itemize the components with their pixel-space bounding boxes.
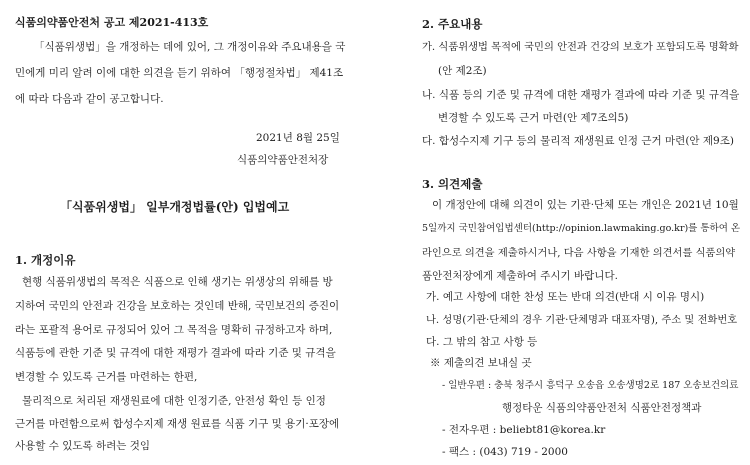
section3-line: ※ 제출의견 보내실 곳 — [430, 357, 532, 369]
section2-heading: 2. 주요내용 — [422, 17, 483, 31]
section3-heading: 3. 의견제출 — [422, 177, 483, 191]
section1-line: 현행 식품위생법의 목적은 식품으로 인해 생기는 위생상의 위해를 방 — [22, 276, 333, 288]
section3-line: 다. 그 밖의 참고 사항 등 — [426, 336, 538, 348]
section1-heading: 1. 개정이유 — [15, 253, 76, 267]
notice-issuer: 식품의약품안전처장 — [237, 154, 329, 166]
section1-line: 라는 포괄적 용어로 규정되어 있어 그 목적을 명확히 규정하고자 하며, — [15, 324, 333, 336]
section3-line: 5일까지 국민참여입법센터(http://opinion.lawmaking.go.kr)를 통하여 온 — [422, 223, 741, 234]
section1-line: 근거를 마련함으로써 합성수지제 재생 원료를 식품 기구 및 용기·포장에 — [15, 418, 340, 430]
section2-line: (안 제2조) — [438, 65, 487, 77]
section3-line: - 일반우편 : 충북 청주시 흥덕구 오송읍 오송생명2로 187 오송보건의료 — [442, 380, 739, 391]
section1-line: 사용할 수 있도록 하려는 것임 — [15, 440, 151, 452]
section3-line: 나. 성명(기관·단체의 경우 기관·단체명과 대표자명), 주소 및 전화번호 — [426, 314, 738, 326]
section3-line: 행정타운 식품의약품안전처 식품안전정책과 — [502, 402, 702, 414]
section3-line: 가. 예고 사항에 대한 찬성 또는 반대 의견(반대 시 이유 명시) — [426, 291, 705, 303]
intro-line: 「식품위생법」을 개정하는 데에 있어, 그 개정이유와 주요내용을 국 — [34, 41, 346, 53]
intro-line: 에 따라 다음과 같이 공고합니다. — [15, 93, 164, 105]
intro-line: 민에게 미리 알려 이에 대한 의견을 듣기 위하여 「행정절차법」 제41조 — [15, 67, 344, 79]
section2-line: 다. 합성수지제 기구 등의 물리적 재생원료 인정 근거 마련(안 제9조) — [422, 135, 734, 147]
section2-line: 변경할 수 있도록 근거 마련(안 제7조의5) — [438, 112, 629, 124]
section1-line: 식품등에 관한 기준 및 규격에 대한 재평가 결과에 따라 기준 및 규격을 — [15, 347, 336, 359]
section1-line: 변경할 수 있도록 근거를 마련하는 한편, — [15, 371, 198, 383]
notice-date: 2021년 8월 25일 — [256, 132, 340, 144]
section3-line: - 팩스 : (043) 719 - 2000 — [442, 446, 568, 458]
section2-line: 나. 식품 등의 기준 및 규격에 대한 재평가 결과에 따라 기준 및 규격을 — [422, 89, 740, 101]
section3-line: 품안전처장에게 제출하여 주시기 바랍니다. — [422, 270, 618, 282]
notice-header: 식품의약품안전처 공고 제2021-413호 — [15, 16, 209, 29]
section1-line: 물리적으로 처리된 재생원료에 대한 인정기준, 안전성 확인 등 인정 — [22, 395, 326, 407]
section2-line: 가. 식품위생법 목적에 국민의 안전과 건강의 보호가 포함되도록 명확화 — [422, 41, 739, 53]
section1-line: 지하여 국민의 안전과 건강을 보호하는 것인데 반해, 국민보건의 증진이 — [15, 300, 340, 312]
section3-line: 이 개정안에 대해 의견이 있는 기관·단체 또는 개인은 2021년 10월 — [432, 199, 739, 211]
section3-line: - 전자우편 : beliebt81@korea.kr — [442, 424, 606, 436]
section3-line: 라인으로 의견을 제출하시거나, 다음 사항을 기재한 의견서를 식품의약 — [422, 247, 736, 259]
notice-title: 「식품위생법」 일부개정법률(안) 입법예고 — [60, 200, 290, 214]
